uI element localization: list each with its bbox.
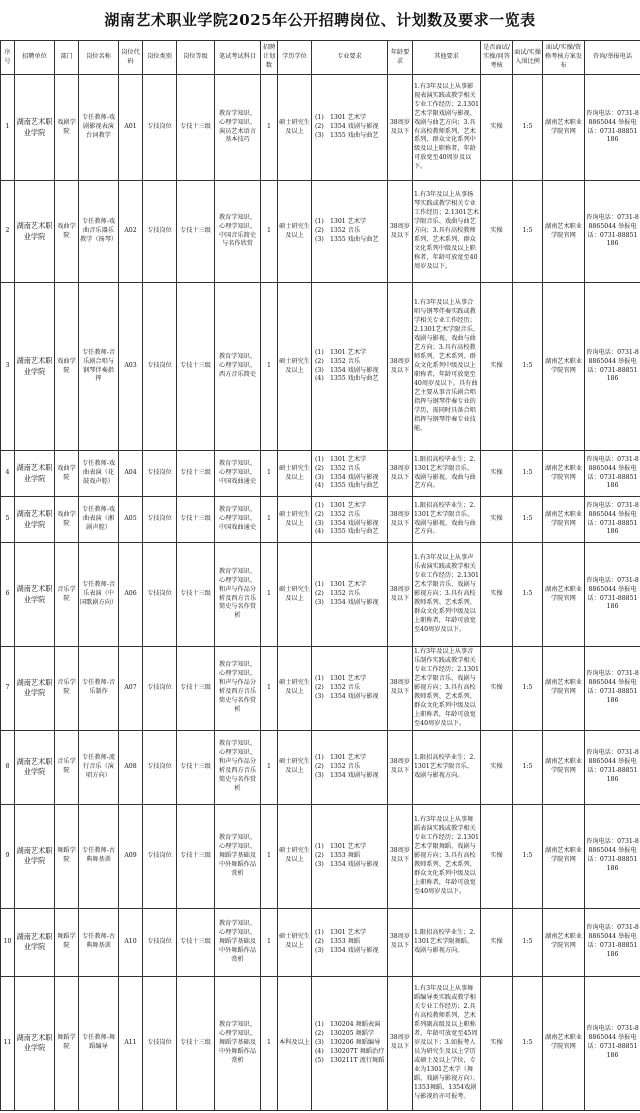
education-cell: 硕士研究生及以上	[278, 908, 312, 976]
post-category-cell: 专技岗位	[143, 283, 177, 451]
other-requirements-cell: 1.有3年及以上从事合唱与钢琴伴奏实践或教学相关专业工作经历；2.1301艺术学限音乐、戏剧与影视、戏曲与曲艺方向；3.具有高校教师系列、艺术系列、群众文化系列中级及以上职称者，年龄可放宽至40周岁及以下。具有曲艺主要从事音乐剧合唱指挥与钢琴伴奏专业的学历，需同时具备合唱指挥与钢琴伴奏专业技能。	[413, 283, 481, 451]
other-requirements-cell: 1.有3年及以上从事舞蹈表演实践或教学相关专业工作经历；2.1301艺术学限舞蹈、戏剧与影视方向；3.具有高校教师系列、艺术系列、群众文化系列中级及以上职称者，年龄可放宽至40周岁及以下。	[413, 804, 481, 908]
table-row	[1, 283, 640, 451]
other-requirements-cell: 1.有3年及以上从事舞蹈编导类实践或教学相关专业工作经历；2.具有高校教师系列、艺术系列副高级及以上职称者，年龄可放宽至45周岁及以下；3.如报考人员为研究生及以上学历或硕士及以上学位，专业为1301艺术学（舞蹈、戏剧与影视方向）、1353舞蹈、1354戏剧与影视的亦可报考。	[413, 976, 481, 1110]
post-level-cell: 专技十三级	[177, 75, 215, 181]
exam-subject-cell: 教育学知识、心理学知识、中国戏曲通史	[215, 451, 261, 497]
ratio-cell: 1:5	[513, 283, 543, 451]
age-cell: 38周岁及以下	[388, 730, 413, 804]
department-cell: 戏曲学院	[55, 451, 79, 497]
department-cell: 舞蹈学院	[55, 804, 79, 908]
table-row	[1, 908, 640, 976]
department-cell: 舞蹈学院	[55, 976, 79, 1110]
exam-subject-cell: 教育学知识、心理学知识、西方音乐简史	[215, 283, 261, 451]
plan-count-cell: 1	[261, 283, 278, 451]
publish-cell: 湖南艺术职业学院官网	[543, 908, 585, 976]
plan-count-cell: 1	[261, 804, 278, 908]
row-number: 3	[1, 283, 15, 451]
column-header: 学历学位	[278, 41, 312, 75]
ratio-cell: 1:5	[513, 647, 543, 731]
publish-cell: 湖南艺术职业学院官网	[543, 283, 585, 451]
row-number: 1	[1, 75, 15, 181]
publish-cell: 湖南艺术职业学院官网	[543, 451, 585, 497]
column-header: 面试/实操/资格考核方案发布	[543, 41, 585, 75]
plan-count-cell: 1	[261, 543, 278, 647]
post-name-cell: 专任教师-戏曲表演（花鼓戏声腔）	[79, 451, 119, 497]
post-level-cell: 专技十三级	[177, 283, 215, 451]
age-cell: 38周岁及以下	[388, 75, 413, 181]
major-line: (1) 1301 艺术学	[315, 753, 367, 761]
other-requirements-cell: 1.有3年及以上从事扬琴实践或教学相关专业工作经历；2.1301艺术学限音乐、戏曲与曲艺方向；3.具有高校教师系列、艺术系列、群众文化系列中级及以上职称者，年龄可放宽至40周岁及以下。	[413, 181, 481, 283]
phone-cell: 咨询电话：0731-88865044 举报电话：0731-88851186	[585, 181, 640, 283]
column-header: 面试/实操入围比例	[513, 41, 543, 75]
phone-cell: 咨询电话：0731-88865044 举报电话：0731-88851186	[585, 543, 640, 647]
education-cell: 硕士研究生及以上	[278, 181, 312, 283]
major-line: (1) 1301 艺术学	[315, 455, 367, 463]
age-cell: 38周岁及以下	[388, 543, 413, 647]
age-cell: 38周岁及以下	[388, 804, 413, 908]
post-category-cell: 专技岗位	[143, 730, 177, 804]
major-line: (1) 1301 艺术学	[315, 218, 367, 226]
table-row	[1, 730, 640, 804]
major-line: (3) 1354 戏剧与影视	[315, 598, 379, 606]
row-number: 4	[1, 451, 15, 497]
post-level-cell: 专技十三级	[177, 730, 215, 804]
major-line: (1) 130204 舞蹈表演	[315, 1020, 381, 1028]
post-name-cell: 专任教师-戏剧影视表演台词教学	[79, 75, 119, 181]
department-cell: 音乐学院	[55, 647, 79, 731]
major-line: (2) 1354 戏剧与影视	[315, 123, 379, 130]
major-cell	[312, 730, 388, 804]
publish-cell: 湖南艺术职业学院官网	[543, 497, 585, 543]
post-code-cell: A01	[119, 75, 143, 181]
post-code-cell: A04	[119, 451, 143, 497]
post-code-cell: A07	[119, 647, 143, 731]
column-header: 岗位名称	[79, 41, 119, 75]
other-requirements-cell: 1.限招高校毕业生；2.1301艺术学限音乐、戏剧与影视方向。	[413, 730, 481, 804]
post-category-cell: 专技岗位	[143, 497, 177, 543]
column-header: 笔试考试科目	[215, 41, 261, 75]
table-row	[1, 976, 640, 1110]
major-cell	[312, 283, 388, 451]
major-line: (3) 1355 戏曲与曲艺	[315, 235, 379, 243]
post-name-cell: 专任教师-流行音乐（演唱方向）	[79, 730, 119, 804]
education-cell: 本科及以上	[278, 976, 312, 1110]
post-level-cell: 专技十三级	[177, 181, 215, 283]
education-cell: 硕士研究生及以上	[278, 543, 312, 647]
publish-cell: 湖南艺术职业学院官网	[543, 730, 585, 804]
post-category-cell: 专技岗位	[143, 976, 177, 1110]
major-line: (3) 1354 戏剧与影视	[315, 771, 379, 779]
major-line: (3) 1354 戏剧与影视	[315, 860, 379, 868]
row-number: 8	[1, 730, 15, 804]
post-level-cell: 专技十三级	[177, 543, 215, 647]
post-code-cell: A02	[119, 181, 143, 283]
other-requirements-cell: 1.有3年及以上从事声乐表演实践或教学相关专业工作经历；2.1301艺术学限音乐、戏剧与影视方向；3.具有高校教师系列、艺术系列、群众文化系列中级及以上职称者，年龄可放宽至40周岁及以下。	[413, 543, 481, 647]
major-cell	[312, 647, 388, 731]
major-line: (2) 1352 音乐	[315, 590, 361, 597]
column-header: 招聘计划数	[261, 41, 278, 75]
post-name-cell: 专任教师-音乐制作	[79, 647, 119, 731]
age-cell: 38周岁及以下	[388, 647, 413, 731]
ratio-cell: 1:5	[513, 75, 543, 181]
row-number: 10	[1, 908, 15, 976]
column-header: 招聘单位	[15, 41, 55, 75]
post-code-cell: A11	[119, 976, 143, 1110]
publish-cell: 湖南艺术职业学院官网	[543, 181, 585, 283]
assessment-mode-cell: 实操	[481, 647, 513, 731]
major-line: (3) 1355 戏曲与曲艺	[315, 131, 379, 139]
post-category-cell: 专技岗位	[143, 804, 177, 908]
major-line: (3) 1354 戏剧与影视	[315, 366, 379, 374]
column-header: 咨询/举报电话	[585, 41, 640, 75]
other-requirements-cell: 1.限招高校毕业生；2.1301艺术学限音乐、戏剧与影视、戏曲与曲艺方向。	[413, 451, 481, 497]
major-cell	[312, 497, 388, 543]
phone-cell: 咨询电话：0731-88865044 举报电话：0731-88851186	[585, 730, 640, 804]
ratio-cell: 1:5	[513, 497, 543, 543]
post-name-cell: 专任教师-古典舞基训	[79, 908, 119, 976]
major-line: (2) 130205 舞蹈学	[315, 1029, 375, 1037]
assessment-mode-cell: 实操	[481, 543, 513, 647]
post-category-cell: 专技岗位	[143, 543, 177, 647]
table-row	[1, 543, 640, 647]
age-cell: 38周岁及以下	[388, 976, 413, 1110]
exam-subject-cell: 教育学知识、心理学知识、舞蹈学基础及中外舞蹈作品赏析	[215, 976, 261, 1110]
age-cell: 38周岁及以下	[388, 908, 413, 976]
major-line: (4) 130207T 舞蹈治疗	[315, 1047, 385, 1055]
post-category-cell: 专技岗位	[143, 75, 177, 181]
major-cell	[312, 976, 388, 1110]
unit-cell: 湖南艺术职业学院	[15, 283, 55, 451]
post-level-cell: 专技十三级	[177, 451, 215, 497]
department-cell: 音乐学院	[55, 543, 79, 647]
column-header: 专业要求	[312, 41, 388, 75]
phone-cell: 咨询电话：0731-88865044 举报电话：0731-88851186	[585, 908, 640, 976]
major-line: (1) 1301 艺术学	[315, 348, 367, 356]
major-cell	[312, 181, 388, 283]
post-level-cell: 专技十三级	[177, 497, 215, 543]
column-header: 岗位等级	[177, 41, 215, 75]
post-name-cell: 专任教师-戏曲音乐器乐教学（扬琴）	[79, 181, 119, 283]
unit-cell: 湖南艺术职业学院	[15, 976, 55, 1110]
plan-count-cell: 1	[261, 451, 278, 497]
unit-cell: 湖南艺术职业学院	[15, 451, 55, 497]
major-line: (5) 130211T 流行舞蹈	[315, 1056, 385, 1064]
education-cell: 硕士研究生及以上	[278, 647, 312, 731]
major-line: (4) 1355 戏曲与曲艺	[315, 482, 379, 490]
age-cell: 38周岁及以下	[388, 497, 413, 543]
major-line: (3) 1354 戏剧与影视	[315, 692, 379, 700]
table-row	[1, 804, 640, 908]
post-code-cell: A10	[119, 908, 143, 976]
row-number: 11	[1, 976, 15, 1110]
exam-subject-cell: 教育学知识、心理学知识、中国音乐简史与名作欣赏	[215, 181, 261, 283]
table-body	[1, 75, 640, 1111]
assessment-mode-cell: 实操	[481, 497, 513, 543]
recruitment-table	[0, 40, 640, 1111]
major-line: (3) 1354 戏剧与影视	[315, 946, 379, 954]
unit-cell: 湖南艺术职业学院	[15, 730, 55, 804]
column-header: 岗位代码	[119, 41, 143, 75]
phone-cell: 咨询电话：0731-88865044 举报电话：0731-88851186	[585, 647, 640, 731]
major-line: (3) 1354 戏剧与影视	[315, 473, 379, 481]
exam-subject-cell: 教育学知识、心理学知识、中国戏曲通史	[215, 497, 261, 543]
assessment-mode-cell: 实操	[481, 804, 513, 908]
publish-cell: 湖南艺术职业学院官网	[543, 75, 585, 181]
column-header: 其他要求	[413, 41, 481, 75]
row-number: 9	[1, 804, 15, 908]
plan-count-cell: 1	[261, 976, 278, 1110]
other-requirements-cell: 1.有3年及以上从事音乐制作实践或教学相关专业工作经历；2.1301艺术学限音乐、戏剧与影视方向；3.具有高校教师系列、艺术系列、群众文化系列中级及以上职称者，年龄可放宽至40周岁及以下。	[413, 647, 481, 731]
unit-cell: 湖南艺术职业学院	[15, 543, 55, 647]
education-cell: 硕士研究生及以上	[278, 497, 312, 543]
row-number: 7	[1, 647, 15, 731]
major-line: (4) 1355 戏曲与曲艺	[315, 528, 379, 536]
major-line: (2) 1352 音乐	[315, 357, 361, 365]
education-cell: 硕士研究生及以上	[278, 75, 312, 181]
major-line: (1) 1301 艺术学	[315, 581, 367, 589]
education-cell: 硕士研究生及以上	[278, 804, 312, 908]
other-requirements-cell: 1.有3年及以上从事影视表演实践或教学相关专业工作经历；2.1301艺术学限戏剧与影视、戏剧与曲艺方向；3.具有高校教师系列、艺术系列、群众文化系列中级及以上职称者，年龄可放宽至40周岁及以下。	[413, 75, 481, 181]
department-cell: 戏曲学院	[55, 497, 79, 543]
phone-cell: 咨询电话：0731-88865044 举报电话：0731-88851186	[585, 804, 640, 908]
plan-count-cell: 1	[261, 497, 278, 543]
plan-count-cell: 1	[261, 75, 278, 181]
exam-subject-cell: 教育学知识、心理学知识、和声与作品分析及西方音乐简史与名作赏析	[215, 543, 261, 647]
department-cell: 戏曲学院	[55, 283, 79, 451]
ratio-cell: 1:5	[513, 181, 543, 283]
assessment-mode-cell: 实操	[481, 730, 513, 804]
ratio-cell: 1:5	[513, 730, 543, 804]
major-line: (2) 1352 音乐	[315, 762, 361, 770]
column-header: 序号	[1, 41, 15, 75]
column-header: 年龄要求	[388, 41, 413, 75]
major-cell	[312, 804, 388, 908]
other-requirements-cell: 1.限招高校毕业生；2.1301艺术学限音乐、戏剧与影视、戏曲与曲艺方向。	[413, 497, 481, 543]
assessment-mode-cell: 实操	[481, 976, 513, 1110]
exam-subject-cell: 教育学知识、心理学知识、和声与作品分析及西方音乐简史与名作赏析	[215, 647, 261, 731]
ratio-cell: 1:5	[513, 451, 543, 497]
post-code-cell: A08	[119, 730, 143, 804]
phone-cell: 咨询电话：0731-88865044 举报电话：0731-88851186	[585, 75, 640, 181]
phone-cell: 咨询电话：0731-88865044 举报电话：0731-88851186	[585, 497, 640, 543]
assessment-mode-cell: 实操	[481, 75, 513, 181]
age-cell: 38周岁及以下	[388, 451, 413, 497]
age-cell: 38周岁及以下	[388, 283, 413, 451]
post-name-cell: 专任教师-古典舞基训	[79, 804, 119, 908]
phone-cell: 咨询电话：0731-88865044 举报电话：0731-88851186	[585, 283, 640, 451]
assessment-mode-cell: 实操	[481, 908, 513, 976]
publish-cell: 湖南艺术职业学院官网	[543, 647, 585, 731]
education-cell: 硕士研究生及以上	[278, 451, 312, 497]
major-line: (1) 1301 艺术学	[315, 842, 367, 850]
table-header-row	[1, 41, 640, 75]
phone-cell: 咨询电话：0731-88865044 举报电话：0731-88851186	[585, 451, 640, 497]
department-cell: 音乐学院	[55, 730, 79, 804]
unit-cell: 湖南艺术职业学院	[15, 804, 55, 908]
post-code-cell: A06	[119, 543, 143, 647]
age-cell: 38周岁及以下	[388, 181, 413, 283]
post-name-cell: 专任教师-舞蹈编导	[79, 976, 119, 1110]
post-name-cell: 专任教师-音乐剧合唱与钢琴伴奏指挥	[79, 283, 119, 451]
ratio-cell: 1:5	[513, 976, 543, 1110]
post-category-cell: 专技岗位	[143, 908, 177, 976]
table-row	[1, 181, 640, 283]
table-row	[1, 75, 640, 181]
ratio-cell: 1:5	[513, 804, 543, 908]
phone-cell: 咨询电话：0731-88865044 举报电话：0731-88851186	[585, 976, 640, 1110]
major-cell	[312, 451, 388, 497]
major-line: (3) 130206 舞蹈编导	[315, 1038, 381, 1046]
table-row	[1, 497, 640, 543]
major-line: (2) 1352 音乐	[315, 683, 361, 691]
plan-count-cell: 1	[261, 730, 278, 804]
exam-subject-cell: 教育学知识、心理学知识、舞蹈学基础及中外舞蹈作品赏析	[215, 908, 261, 976]
major-line: (2) 1352 音乐	[315, 464, 361, 472]
plan-count-cell: 1	[261, 647, 278, 731]
department-cell: 戏曲学院	[55, 181, 79, 283]
row-number: 6	[1, 543, 15, 647]
unit-cell: 湖南艺术职业学院	[15, 908, 55, 976]
major-line: (1) 1301 艺术学	[315, 674, 367, 682]
exam-subject-cell: 教育学知识、心理学知识、舞蹈学基础及中外舞蹈作品赏析	[215, 804, 261, 908]
table-row	[1, 451, 640, 497]
post-name-cell: 专任教师-戏曲表演（湘剧声腔）	[79, 497, 119, 543]
assessment-mode-cell: 实操	[481, 451, 513, 497]
department-cell: 戏剧学院	[55, 75, 79, 181]
plan-count-cell: 1	[261, 908, 278, 976]
row-number: 5	[1, 497, 15, 543]
post-level-cell: 专技十三级	[177, 647, 215, 731]
ratio-cell: 1:5	[513, 543, 543, 647]
unit-cell: 湖南艺术职业学院	[15, 181, 55, 283]
publish-cell: 湖南艺术职业学院官网	[543, 976, 585, 1110]
major-line: (2) 1353 舞蹈	[315, 937, 361, 945]
unit-cell: 湖南艺术职业学院	[15, 647, 55, 731]
ratio-cell: 1:5	[513, 908, 543, 976]
major-line: (2) 1352 音乐	[315, 227, 361, 234]
column-header: 岗位类别	[143, 41, 177, 75]
publish-cell: 湖南艺术职业学院官网	[543, 543, 585, 647]
major-line: (3) 1354 戏剧与影视	[315, 519, 379, 527]
table-row	[1, 647, 640, 731]
post-name-cell: 专任教师-音乐表演（中国歌剧方向）	[79, 543, 119, 647]
post-code-cell: A03	[119, 283, 143, 451]
column-header: 是否面试/实操/问答考核	[481, 41, 513, 75]
major-cell	[312, 75, 388, 181]
major-cell	[312, 908, 388, 976]
major-line: (4) 1355 戏曲与曲艺	[315, 375, 379, 383]
unit-cell: 湖南艺术职业学院	[15, 497, 55, 543]
post-code-cell: A05	[119, 497, 143, 543]
exam-subject-cell: 教育学知识、心理学知识、演员艺术语言基本技巧	[215, 75, 261, 181]
assessment-mode-cell: 实操	[481, 283, 513, 451]
education-cell: 硕士研究生及以上	[278, 283, 312, 451]
publish-cell: 湖南艺术职业学院官网	[543, 804, 585, 908]
post-code-cell: A09	[119, 804, 143, 908]
post-category-cell: 专技岗位	[143, 647, 177, 731]
other-requirements-cell: 1.限招高校毕业生；2.1301艺术学限舞蹈、戏剧与影视方向。	[413, 908, 481, 976]
plan-count-cell: 1	[261, 181, 278, 283]
post-level-cell: 专技十三级	[177, 908, 215, 976]
post-category-cell: 专技岗位	[143, 181, 177, 283]
page-title: 湖南艺术职业学院2025年公开招聘岗位、计划数及要求一览表	[104, 11, 536, 29]
row-number: 2	[1, 181, 15, 283]
major-line: (1) 1301 艺术学	[315, 928, 367, 936]
major-line: (2) 1352 音乐	[315, 510, 361, 518]
post-level-cell: 专技十三级	[177, 976, 215, 1110]
unit-cell: 湖南艺术职业学院	[15, 75, 55, 181]
major-cell	[312, 543, 388, 647]
major-line: (1) 1301 艺术学	[315, 501, 367, 509]
department-cell: 舞蹈学院	[55, 908, 79, 976]
column-header: 部门	[55, 41, 79, 75]
exam-subject-cell: 教育学知识、心理学知识、和声与作品分析及西方音乐简史与名作赏析	[215, 730, 261, 804]
assessment-mode-cell: 实操	[481, 181, 513, 283]
post-level-cell: 专技十三级	[177, 804, 215, 908]
education-cell: 硕士研究生及以上	[278, 730, 312, 804]
major-line: (2) 1353 舞蹈	[315, 851, 361, 859]
post-category-cell: 专技岗位	[143, 451, 177, 497]
major-line: (1) 1301 艺术学	[315, 114, 367, 122]
